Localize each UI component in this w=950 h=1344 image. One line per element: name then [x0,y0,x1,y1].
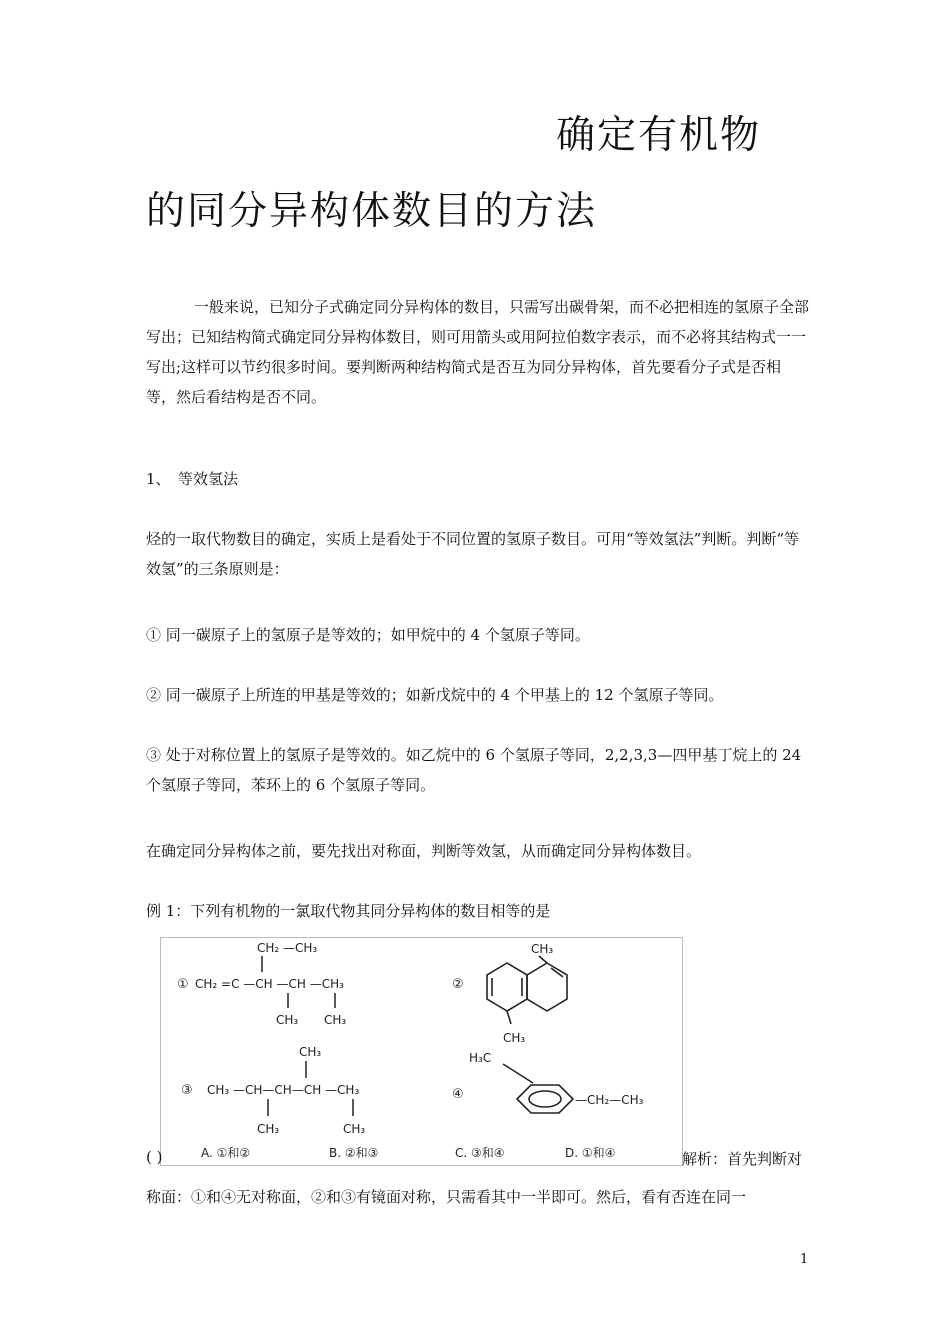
m2-label: ② [452,977,464,992]
title-line-1: 确定有机物 [556,113,762,158]
option-d: D. ①和④ [565,1146,616,1160]
analysis-continued: 称面：①和④无对称面，②和③有镜面对称，只需看其中一半即可。然后，看有否连在同一 [146,1188,747,1206]
structures-figure [160,937,683,1166]
m2-bot: CH₃ [503,1031,526,1045]
m4-label: ④ [452,1087,464,1102]
section-1-text: 烃的一取代物数目的确定，实质上是看处于不同位置的氢原子数目。可用“等效氢法”判断。判断“等效氢”的三条原则是： [146,530,800,578]
page-number: 1 [800,1252,809,1267]
m1-main: CH₂ =C —CH —CH —CH₃ [195,977,344,991]
summary-paragraph: 在确定同分异构体之前，要先找出对称面，判断等效氢，从而确定同分异构体数目。 [146,842,702,860]
rule-2: ② 同一碳原子上所连的甲基是等效的；如新戊烷中的 4 个甲基上的 12 个氢原子等同。 [146,686,724,704]
answer-paren: ( ) [146,1148,163,1166]
intro-paragraph: 一般来说，已知分子式确定同分异构体的数目，只需写出碳骨架，而不必把相连的氢原子全部写出；已知结构简式确定同分异构体数目，则可用箭头或用阿拉伯数字表示，而不必将其结构式一一写出;这样可以节约很多时间。要判断两种结构简式是否互为同分异构体，首先要看分子式是否相等，然后看结构是否不同。 [146,298,810,406]
m1-label: ① [177,977,189,992]
rule-3: ③ 处于对称位置上的氢原子是等效的。如乙烷中的 6 个氢原子等同，2,2,3,3—四甲基丁烷上的 24 个氢原子等同，苯环上的 6 个氢原子等同。 [146,746,802,794]
title-line-2: 的同分异构体数目的方法 [146,189,598,234]
m4-right: —CH₂—CH₃ [575,1093,644,1107]
m1-bot1: CH₃ [276,1013,299,1027]
benzene-ring [517,1085,573,1113]
option-b: B. ②和③ [329,1146,379,1160]
m3-top: CH₃ [299,1045,322,1059]
m1-bot2: CH₃ [324,1013,347,1027]
naphthalene-ring [487,956,567,1024]
section-1-heading: 1、 等效氢法 [146,470,239,488]
structures-svg [161,938,682,1165]
analysis-start: 解析：首先判断对 [682,1150,803,1168]
rule-1: ① 同一碳原子上的氢原子是等效的；如甲烷中的 4 个氢原子等同。 [146,626,590,644]
example-1-question: 例 1：下列有机物的一氯取代物其同分异构体的数目相等的是 [146,902,551,920]
m3-main: CH₃ —CH—CH—CH —CH₃ [207,1083,360,1097]
option-a: A. ①和② [201,1146,251,1160]
option-c: C. ③和④ [455,1146,505,1160]
m2-top: CH₃ [531,942,554,956]
m4-top: H₃C [469,1051,492,1065]
m1-top: CH₂ —CH₃ [257,941,318,955]
m3-bot1: CH₃ [257,1122,280,1136]
m4-bond [503,1064,533,1083]
m3-bot2: CH₃ [343,1122,366,1136]
m3-label: ③ [181,1083,193,1098]
